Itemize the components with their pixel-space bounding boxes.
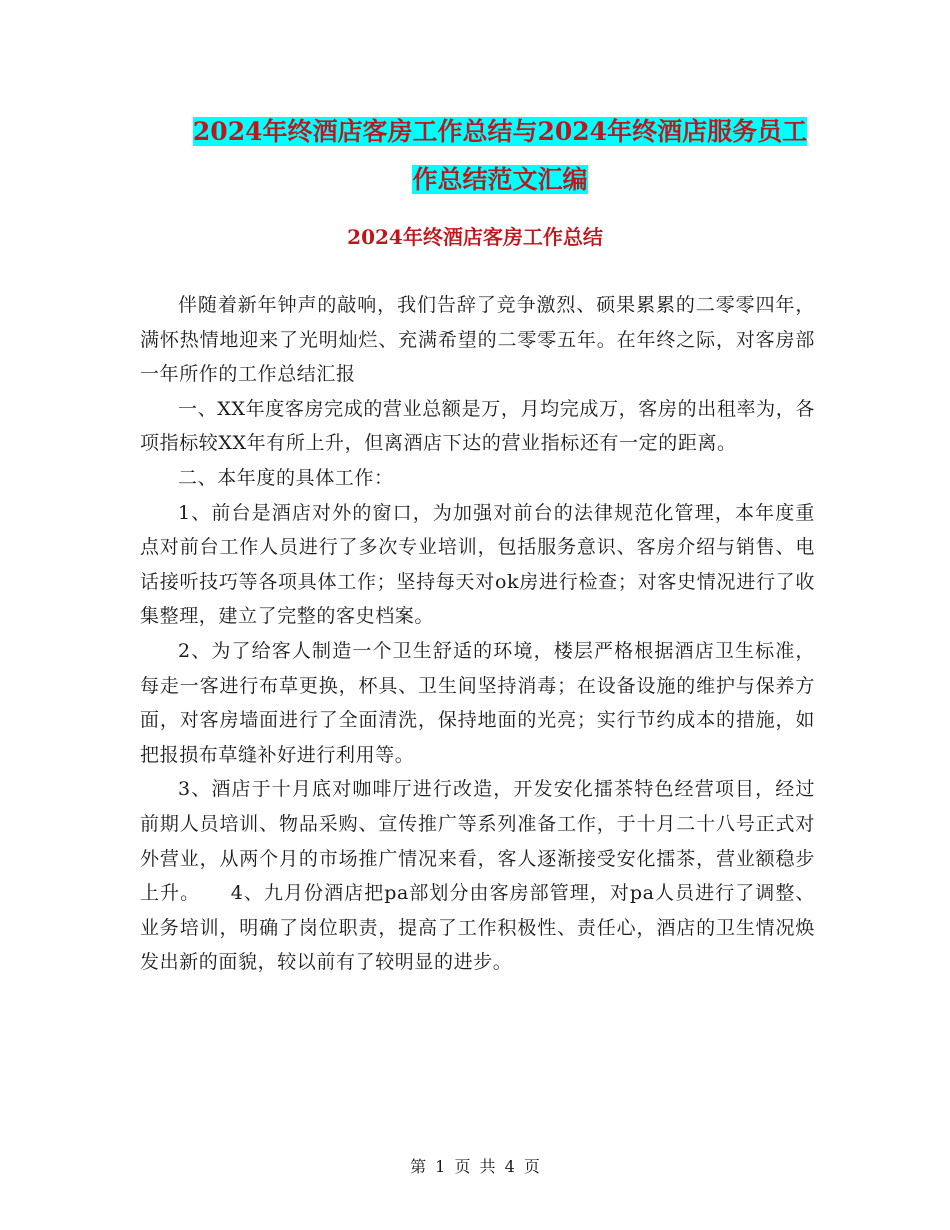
- paragraph-intro: 伴随着新年钟声的敲响，我们告辞了竞争激烈、硕果累累的二零零四年，满怀热情地迎来了光明灿烂、充满希望的二零零五年。在年终之际，对客房部一年所作的工作总结汇报: [140, 294, 815, 386]
- document-title-line-1: 2024年终酒店客房工作总结与2024年终酒店服务员工: [192, 117, 808, 146]
- page-number-footer: 第 1 页 共 4 页: [410, 1157, 540, 1176]
- paragraph-item-2: 2、为了给客人制造一个卫生舒适的环境，楼层严格根据酒店卫生标准，每走一客进行布草更换，杯具、卫生间坚持消毒；在设备设施的维护与保养方面，对客房墙面进行了全面清洗，保持地面的光亮；实行节约成本的措施，如把报损布草缝补好进行利用等。: [140, 639, 815, 766]
- section-title: 2024年终酒店客房工作总结: [347, 225, 603, 249]
- paragraph-section-1: 一、XX年度客房完成的营业总额是万，月均完成万，客房的出租率为，各项指标较XX年有所上升，但离酒店下达的营业指标还有一定的距离。: [140, 397, 815, 455]
- paragraph-item-1: 1、前台是酒店对外的窗口，为加强对前台的法律规范化管理，本年度重点对前台工作人员进行了多次专业培训，包括服务意识、客房介绍与销售、电话接听技巧等各项具体工作；坚持每天对ok房进行检查；对客史情况进行了收集整理，建立了完整的客史档案。: [140, 501, 815, 628]
- paragraph-item-3-4: 3、酒店于十月底对咖啡厅进行改造，开发安化擂茶特色经营项目，经过前期人员培训、物品采购、宣传推广等系列准备工作，于十月二十八号正式对外营业，从两个月的市场推广情况来看，客人逐渐接受安化擂茶，营业额稳步上升。 4、九月份酒店把pa部划分由客房部管理，对pa人员进行了调整、业务培训，明确了岗位职责，提高了工作积极性、责任心，酒店的卫生情况焕发出新的面貌，较以前有了较明显的进步。: [140, 778, 815, 974]
- document-body: [140, 288, 815, 980]
- paragraph-section-2-heading: 二、本年度的具体工作：: [178, 466, 394, 489]
- document-title: [120, 108, 880, 204]
- document-title-line-2: 作总结范文汇编: [412, 165, 588, 194]
